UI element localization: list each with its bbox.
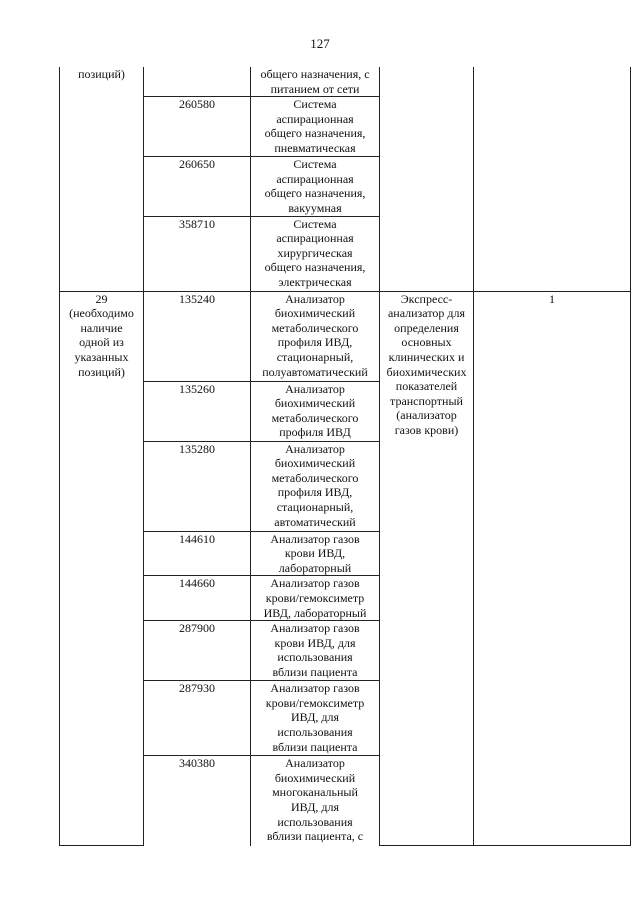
- code-cell: 135280: [144, 441, 251, 531]
- table-row: [60, 291, 631, 381]
- equipment-table: [59, 67, 631, 846]
- description-cell: Анализатор биохимический многоканальный ИВД, для использования вблизи пациента, с: [251, 756, 380, 846]
- code-cell: 144660: [144, 576, 251, 621]
- quantity-cell: 1: [474, 291, 631, 846]
- description-cell: общего назначения, с питанием от сети: [251, 67, 380, 97]
- code-cell: 260650: [144, 157, 251, 216]
- quantity-cell: [474, 67, 631, 291]
- code-cell: 135240: [144, 291, 251, 381]
- description-cell: Анализатор газов крови/гемоксиметр ИВД, для использования вблизи пациента: [251, 681, 380, 756]
- description-cell: Анализатор газов крови/гемоксиметр ИВД, лабораторный: [251, 576, 380, 621]
- group-label-cell: 29 (необходимо наличие одной из указанных позиций): [60, 291, 144, 846]
- code-cell: 135260: [144, 381, 251, 441]
- code-cell: 287930: [144, 681, 251, 756]
- group-label-cell: позиций): [60, 67, 144, 291]
- description-cell: Анализатор биохимический метаболического профиля ИВД, стационарный, полуавтоматический: [251, 291, 380, 381]
- code-cell: 287900: [144, 621, 251, 681]
- description-cell: Анализатор биохимический метаболического профиля ИВД: [251, 381, 380, 441]
- code-cell: 260580: [144, 97, 251, 157]
- description-cell: Анализатор биохимический метаболического профиля ИВД, стационарный, автоматический: [251, 441, 380, 531]
- name-cell: Экспресс- анализатор для определения основных клинических и биохимических показателей транспортный (анализатор газов крови): [380, 291, 474, 846]
- name-cell: [380, 67, 474, 291]
- description-cell: Система аспирационная общего назначения, вакуумная: [251, 157, 380, 216]
- code-cell: 340380: [144, 756, 251, 846]
- description-cell: Анализатор газов крови ИВД, лабораторный: [251, 531, 380, 576]
- description-cell: Система аспирационная общего назначения, пневматическая: [251, 97, 380, 157]
- code-cell: 358710: [144, 216, 251, 291]
- page-number: 127: [310, 36, 330, 51]
- description-cell: Система аспирационная хирургическая общего назначения, электрическая: [251, 216, 380, 291]
- description-cell: Анализатор газов крови ИВД, для использования вблизи пациента: [251, 621, 380, 681]
- code-cell: [144, 67, 251, 97]
- table-row: [60, 67, 631, 97]
- code-cell: 144610: [144, 531, 251, 576]
